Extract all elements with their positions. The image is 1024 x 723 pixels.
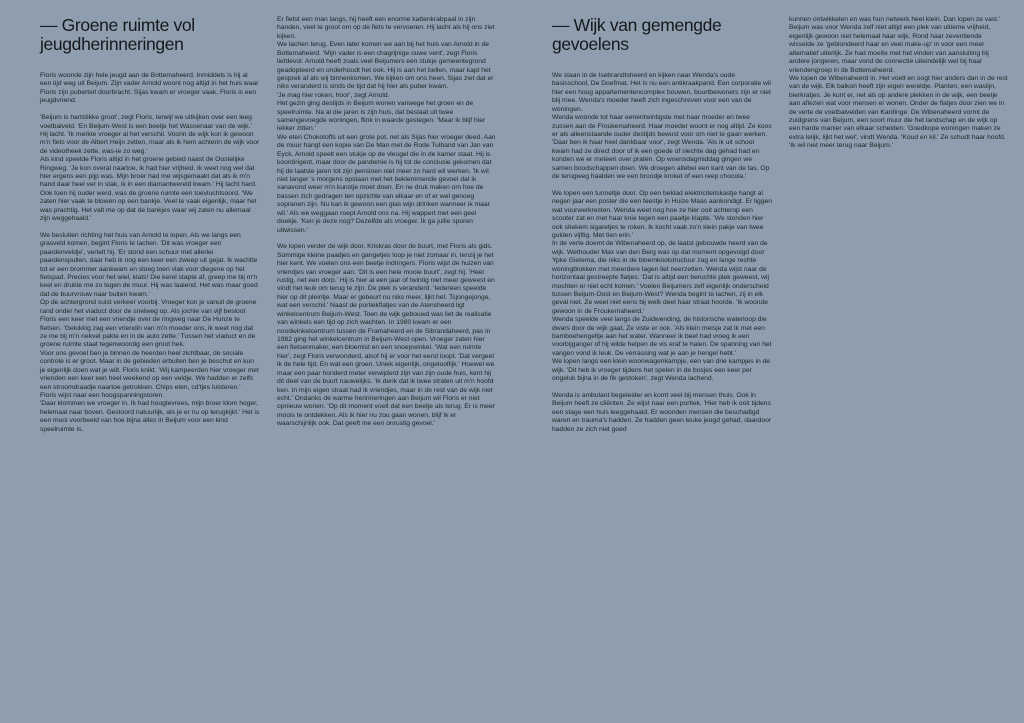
paragraph: Op de achtergrond suist verkeer voorbij. Vroeger kon je vanuit de groene rand onder het viaduct door de snelweg op. Als jochie van vijf besloot Floris een keer met een vriendje over de ringweg naar De Hunze te fietsen. 'Gelukkig zag een vriendin van m'n moeder ons, ik weet nog dat ze me bij m'n nekvel pakte en in de auto zette.' Tussen het viaduct en de groene ruimte staat tegenwoordig een groot hek. <box>40 299 257 349</box>
paragraph: Als kind speelde Floris altijd in het groene gebied naast de Oostelijke Ringweg. 'Je kon overal naartoe, ik had hier vrijheid. Ik weet nog wel dat hier ergens een pijp was. Mijn broer had me wijsgemaakt dat als ik m'n hand daar heel ver in stak, ik in een diamantwereld kwam.' Hij lacht hard. Ook toen hij ouder werd, was de groene ruimte een toevluchtsoord. 'We zaten hier vaak te blowen op een bankje. Veel te vaak eigenlijk, maar het was prachtig. Het valt me op dat de bankjes waar wij zaten nu allemaal zijn weggehaald.' <box>40 156 257 223</box>
right-page-column-1-text <box>552 72 772 434</box>
left-page-column-1 <box>40 16 260 434</box>
paragraph: We lopen verder de wijk door. Kriskras door de buurt, met Floris als gids. Sommige kleine paadjes en gangetjes loop je niet zomaar in, tenzij je het hier kent. We voelen ons een beetje indringers. Floris wijst de huizen van vriendjes van vroeger aan. 'Dit is een hele mooie buurt', zegt hij. 'Heel rustig, net een dorp.' Hij is hier al een jaar of twintig niet meer geweest en vindt het leuk om terug te zijn. De plek is veranderd. 'Iedereen speelde hier op dit pleintje. Maar er gebeurt nu niks meer, lijkt het. Tsjongejonge, wat een verschil.' Naast de portiekflatjes van de Atensheerd ligt winkelcentrum Beijum-West. Toen de wijk gebouwd was liet de realisatie van winkels een tijd op zich wachten. In 1980 kwam er een noodwinkelcentrum tussen de Framaheerd en de Sibrandaheerd, pas in 1982 ging het winkelcentrum in Beijum-West open. Vroeger zaten hier een fietsenmaker, een bloemist en een snoepwinkel. 'Wat een ruimte hier', zegt Floris verwonderd, alsof hij er voor het eerst loopt. 'Dat vergeet ik de hele tijd. En wat een groen. Uniek eigenlijk, ongelooflijk.' Hoewel we maar een paar honderd meter verwijderd zijn van zijn oude huis, kent hij dit deel van de buurt nauwelijks. 'Ik denk dat ik twee straten uit m'n hoofd ken. In mijn eigen straat had ik vriendjes, maar in de rest van de wijk niet echt.' Ondanks de warme herinneringen aan Beijum wil Floris er niet opnieuw wonen. 'Op dit moment voelt dat een beetje als terug. Er is meer moois te ontdekken. Als ik hier nu zou gaan wonen, blijf ik er waarschijnlijk ook. Dat geeft me een onrustig gevoel.' <box>277 243 495 428</box>
paragraph: Wenda woonde tot haar eenentwintigste met haar moeder en twee zussen aan de Froukemaheerd. Haar moeder woont er nog altijd. Ze koos er als alleenstaande ouder destijds bewust voor om niet te gaan werken. 'Daar ben ik haar heel dankbaar voor', zegt Wenda. 'Als ik uit school kwam had ze direct door of ik een goede of slechte dag gehad had en konden we er meteen over praten. Op woensdagmiddag gingen we samen boodschappen doen. We droegen allebei een kant van de tas. Op de terugweg haalden we een broodje kroket of een reep chocola.' <box>552 114 772 181</box>
right-page-column-2-text <box>789 16 1009 151</box>
paragraph: We lopen langs een klein woonwagenkampje, een van drie kampjes in de wijk. 'Dit heb ik vroeger tijdens het spelen in de bosjes een keer per ongeluk bijna in de fik gestoken', zegt Wenda lachend. <box>552 358 771 383</box>
left-page-column-2-text <box>277 16 497 429</box>
paragraph: We lopen de Wibenaheerd in. Het voelt en oogt hier anders dan in de rest van de wijk. Elk balkon heeft zijn eigen wereldje. Planten, een waslijn, bierkratjes. Je kunt er, net als op andere plekken in de wijk, een beetje aan aflezen wat voor mensen er wonen. Onder de flatjes door zien we in de verte de voetbalvelden van Kardinge. De Wibenaheerd vormt de zuidgrens van Beijum, een soort muur die het landschap en de wijk op een harde manier van elkaar scheiden. 'Goedkope woningen maken ze extra lelijk, lijkt het wel', vindt Wenda. 'Koud en kil.' Ze schudt haar hoofd. 'Ik wil niet meer terug naar Beijum.' <box>789 74 1008 150</box>
paragraph: Voor ons gevoel ben je binnen de heerden heel zichtbaar, de sociale controle is er groot. Maar in de gebieden erbuiten ben je beschut en kun je eigenlijk doen wat je wilt. Floris knikt. 'Wij kampeerden hier vroeger met vrienden een keer een heel weekend op een veldje. We hadden er zelfs een stroomdraadje naartoe getrokken. Chips eten, cd'tjes luisteren.' <box>40 349 259 391</box>
right-page-column-1 <box>552 16 772 434</box>
paragraph: Floris woonde zijn hele jeugd aan de Bottemaheerd. Inmiddels is hij al een tijd weg uit Beijum. Zijn vader Arnold woont nog altijd in het huis waar Floris zijn puberteit doorbracht. Sijas kwam er vroeger vaak, Floris is een jeugdvriend. <box>40 72 259 105</box>
paragraph: Het gezin ging destijds in Beijum wonen vanwege het groen en de speelruimte. Na al die jaren is zijn huis, dat bestaat uit twee samengevoegde woningen, flink in waarde gestegen. 'Maar ik blijf hier lekker zitten.' <box>277 100 486 133</box>
paragraph: Wenda is ambulant begeleider en komt veel bij mensen thuis. Ook in Beijum heeft ze cliënten. Ze wijst naar een portiek. 'Hier heb ik ooit tijdens een stage een huis leeggehaald. Er woonden mensen die beschadigd waren en trauma's hadden. Ze hadden geen leuke jeugd gehad, daardoor hadden ze zich niet goed <box>552 391 772 433</box>
paragraph: Beijum was voor Wenda zelf niet altijd een plek van ultieme vrijheid, eigenlijk gewoon niet helemaal haar wijk. Rond haar zeventiende wisselde ze 'geblondeerd haar en veel make-up' in voor een meer alternatief uiterlijk. Ze had moeite met het vinden van aansluiting bij andere jongeren, maar vond de connectie uiteindelijk wel bij haar vriendengroep in de Bottemaheerd. <box>789 24 991 74</box>
paragraph: Floris wijst naar een hoogspanningstoren. <box>40 391 165 399</box>
paragraph: Er fietst een man langs, hij heeft een enorme kattenkrabpaal in zijn handen, veel te groot om op de fiets te vervoeren. Hij lacht als hij ons ziet kijken. <box>277 16 495 40</box>
right-page-column-2 <box>789 16 1009 151</box>
paragraph: 'Beijum is hartstikke groot', zegt Floris, terwijl we uitkijken over een leeg voetbalveld. 'En Beijum-West is een beetje het Wassenaar van de wijk.' Hij lacht. 'Ik merkte vroeger al het verschil. Voorin de wijk kon ik gewoon m'n fiets voor de Albert Heijn zetten, maar als ik hem achterin de wijk voor de videotheek zette, was-ie zo weg.' <box>40 114 260 155</box>
paragraph: We besluiten richting het huis van Arnold te lopen. Als we langs een grasveld komen, begint Floris te lachen. 'Dit was vroeger een paardenveldje', vertelt hij. 'Er stond een schuur met allerlei paardenspullen, daar heb ik nog een keer een zweep uit gejat. Ik wachtte tot er een brommer aankwam en sloeg toen vlak voor diegene op het fietspad. Precies voor het wiel, klats! Die kerel stapte af, greep me bij m'n keel en drukte me zo tegen de muur. Hij was laaiend. Het was maar goed dat de buurvrouw naar buiten kwam.' <box>40 231 258 298</box>
left-page-title: — Groene ruimte vol jeugdherinneringen <box>40 15 195 54</box>
paragraph: We lachen terug. Even later komen we aan bij het huis van Arnold in de Bottemaheerd. 'Mijn vader is een chagrijnige ouwe vent', zegt Floris liefdevol. Arnold heeft zoals veel Beijumers een stukje gemeentegrond geadopteerd en onderhoudt het ook. Hij is aan het bellen, maar kapt het gesprek af als wij binnenkomen. We kijken om ons heen. Sijas ziet dat er niks veranderd is sinds de tijd dat hij hier als puber kwam. <box>277 41 494 91</box>
left-page-column-2 <box>277 16 497 429</box>
paragraph: We eten Chokotoffs uit een grote pot, net als Sijas hier vroeger deed. Aan de muur hangt een kopie van De Man met de Rode Tulband van Jan van Eyck. Arnold speelt een stukje op de vleugel die in de kamer staat. Hij is koordirigent, maar door de pandemie is hij tot de conclusie gekomen dat hij de laatste jaren tot zijn pensioen niet meer zo hard wil werken. 'Ik wil niet langer 's morgens opstaan met het beklemmende gevoel dat ik vanavond weer m'n kunstje moet doen. En ne druk maken om hoe de bassen zich gedragen ten opzichte van elkaar en of er wel genoeg sopranen zijn. Nu kan ik gewoon een glas wijn drinken wanneer ik maar wil.' Als we weggaan roept Arnold ons na. Hij wappert met een geel doekje. 'Ken je deze nog? Dezelfde als vroeger. Ik ga jullie sporen uitwissen.' <box>277 133 496 234</box>
paragraph: We staan in de Isebrandtsheerd en kijken naar Wenda's oude basisschool, De Doefmat. Het is nu een antikraakpand. Een corporatie wil hier een hoog appartementencomplex bouwen, buurtbewoners zijn er niet blij mee. Wenda's moeder heeft zich ingeschreven voor een van de woningen. <box>552 72 771 113</box>
paragraph: 'Daar klommen we vroeger in. Ik had hoogtevrees, mijn broer klom hoger, helemaal naar boven. Gestoord natuurlijk, als je er nu op terugkijkt.' Het is een mooi voorbeeld van hoe bijna alles in Beijum voor een kind speelruimte is. <box>40 400 260 433</box>
paragraph: We lopen een tunneltje door. Op een beklad elektriciteitskastje hangt al negen jaar een poster die een feestje in Huize Maas aankondigt. Er liggen wat vuurwerkresten. Wenda weet nog hoe ze hier ooit achterop een scooter zat en met haar knie tegen een paaltje klapte. 'We stonden hier ook stiekem sigaretjes te roken. Ik kocht vaak zo'n klein pakje van twee gulden vijftig. Met tien erin.' <box>552 189 772 239</box>
left-page-column-1-text <box>40 72 260 434</box>
paragraph: Wenda speelde veel langs de Zuidwending, de historische waterloop die dwars door de wijk gaat. Ze viste er ook. 'Als klein meisje zat ik met een bamboehengeltje aan het water. Wanneer ik beet had vroeg ik een voorbijganger of hij wilde helpen de vis eraf te halen. De spanning van het vangen vond ik leuk. De verrassing wat je aan je hengel hebt.' <box>552 316 772 357</box>
right-page <box>512 0 1024 723</box>
paragraph: In de verte doemt de Wibenaheerd op, de laatst gebouwde heerd van de wijk. Wethouder Max van den Berg was op dat moment opgevolgd door Ypke Gietema, die niks in de bloemkoolstructuur zag en lange rechte woningblokken met meerdere lagen liet neerzetten. Wenda wijst naar de horizontaal gestreepte flatjes. 'Dat is altijd een beruchte plek geweest, wij mochten er niet echt komen.' Voelen Beijumers zelf eigenlijk onderscheid tussen Beijum-Oost en Beijum-West? Wenda begint te lachen, zij in elk geval niet. Ze weet niet eens bij welk deel haar straat hoorde. 'Ik woonde gewoon in de Froukemaheerd.' <box>552 240 769 315</box>
paragraph: kunnen ontwikkelen en was hun netwerk heel klein. Dan lopen ze vast.' <box>789 16 1001 23</box>
right-page-title: — Wijk van gemengde gevoelens <box>552 15 722 54</box>
paragraph: 'Je mag hier roken, hoor', zegt Arnold. <box>277 91 390 99</box>
